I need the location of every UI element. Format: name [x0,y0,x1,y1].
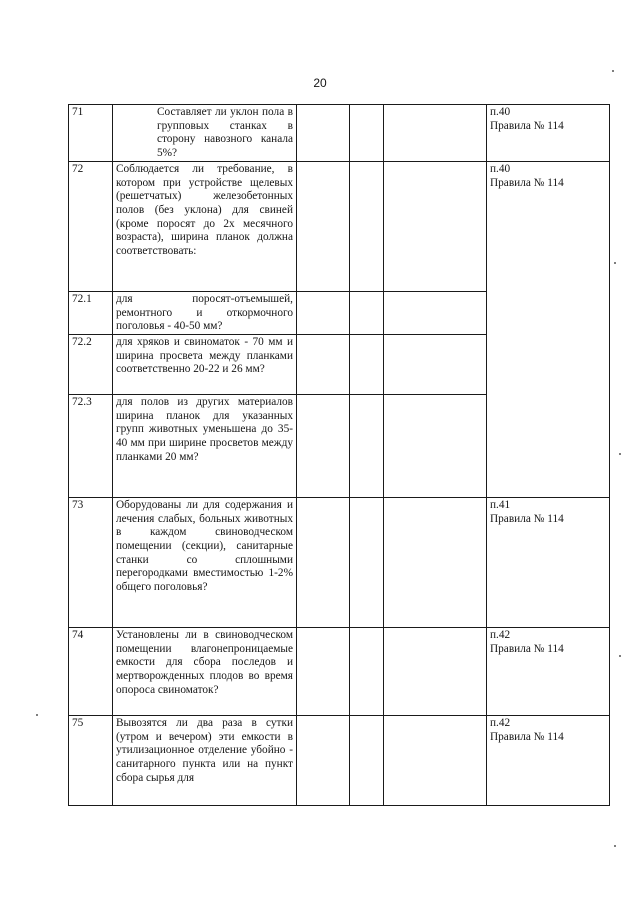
table-row [69,161,610,291]
answer-na-cell [384,497,487,627]
table-row [69,105,610,162]
reference-clause: п.40 [490,162,511,175]
question-text: Вывозятся ли два раза в сутки (утром и вечером) эти емкости в утилизационное отделение убойно - санитарного пункта или на пункт сбора сырья для [116,716,293,784]
row-number: 72.1 [69,291,113,334]
reference-cell [487,334,610,394]
row-number: 75 [69,715,113,805]
answer-no-cell [350,161,384,291]
page-number: 20 [313,76,327,90]
answer-yes-cell [297,627,350,715]
answer-yes-cell [297,394,350,497]
answer-na-cell [384,291,487,334]
checklist-table [68,104,610,806]
question-cell [113,105,297,162]
answer-yes-cell [297,291,350,334]
question-text: для полов из других материалов ширина планок для указанных групп животных уменьшена до 35-40 мм при ширине просветов между планками 20 мм? [116,395,293,463]
row-number: 73 [69,497,113,627]
reference-cell [487,291,610,334]
question-text: Соблюдается ли требование, в котором при устройстве щелевых (решетчатых) железобетонных полов (без уклона) для свиней (кроме поросят до 2х месячного возраста), ширина планок должна соответствовать: [116,162,293,258]
question-cell [113,497,297,627]
answer-no-cell [350,627,384,715]
question-text: для поросят-отъемышей, ремонтного и откормочного поголовья - 40-50 мм? [116,292,293,333]
question-text: Составляет ли уклон пола в групповых станках в сторону навозного канала 5%? [157,106,293,160]
reference-cell [487,497,610,627]
reference-clause: п.42 [490,628,511,641]
row-number: 72.3 [69,394,113,497]
answer-na-cell [384,715,487,805]
question-cell [113,291,297,334]
answer-na-cell [384,334,487,394]
reference-cell [487,715,610,805]
scan-speck [612,70,614,72]
scan-speck [619,655,621,657]
table-row [69,627,610,715]
row-number: 74 [69,627,113,715]
table-row [69,291,610,334]
reference-rules: Правила № 114 [490,642,564,655]
question-cell [113,161,297,291]
row-number: 71 [69,105,113,162]
answer-no-cell [350,105,384,162]
reference-rules: Правила № 114 [490,512,564,525]
question-cell [113,715,297,805]
reference-cell [487,161,610,291]
answer-yes-cell [297,105,350,162]
question-cell [113,627,297,715]
answer-yes-cell [297,334,350,394]
reference-rules: Правила № 114 [490,176,564,189]
question-cell [113,334,297,394]
answer-no-cell [350,291,384,334]
row-number: 72 [69,161,113,291]
answer-no-cell [350,715,384,805]
table-row [69,715,610,805]
reference-cell [487,394,610,497]
answer-no-cell [350,334,384,394]
reference-cell [487,627,610,715]
reference-clause: п.41 [490,498,511,511]
table-row [69,394,610,497]
reference-rules: Правила № 114 [490,119,564,132]
answer-na-cell [384,161,487,291]
answer-na-cell [384,394,487,497]
answer-yes-cell [297,497,350,627]
question-cell [113,394,297,497]
table-row [69,334,610,394]
answer-na-cell [384,627,487,715]
reference-rules: Правила № 114 [490,730,564,743]
answer-no-cell [350,394,384,497]
question-text: для хряков и свиноматок - 70 мм и ширина просвета между планками соответственно 20-22 и 26 мм? [116,335,293,376]
scan-speck [614,845,616,847]
question-text: Установлены ли в свиноводческом помещении влагонепроницаемые емкости для сбора последов и мертворожденных плодов во время опороса свиноматок? [116,628,293,696]
reference-cell [487,105,610,162]
answer-yes-cell [297,715,350,805]
reference-clause: п.42 [490,716,511,729]
question-text: Оборудованы ли для содержания и лечения слабых, больных животных в каждом свиноводческом помещении (секции), санитарные станки со сплошными перегородками вместимостью 1-2% общего поголовья? [116,498,293,594]
scan-speck [36,714,38,716]
table-row [69,497,610,627]
reference-clause: п.40 [490,106,511,118]
answer-yes-cell [297,161,350,291]
answer-no-cell [350,497,384,627]
row-number: 72.2 [69,334,113,394]
scan-speck [614,262,616,264]
answer-na-cell [384,105,487,162]
scan-speck [619,453,621,455]
